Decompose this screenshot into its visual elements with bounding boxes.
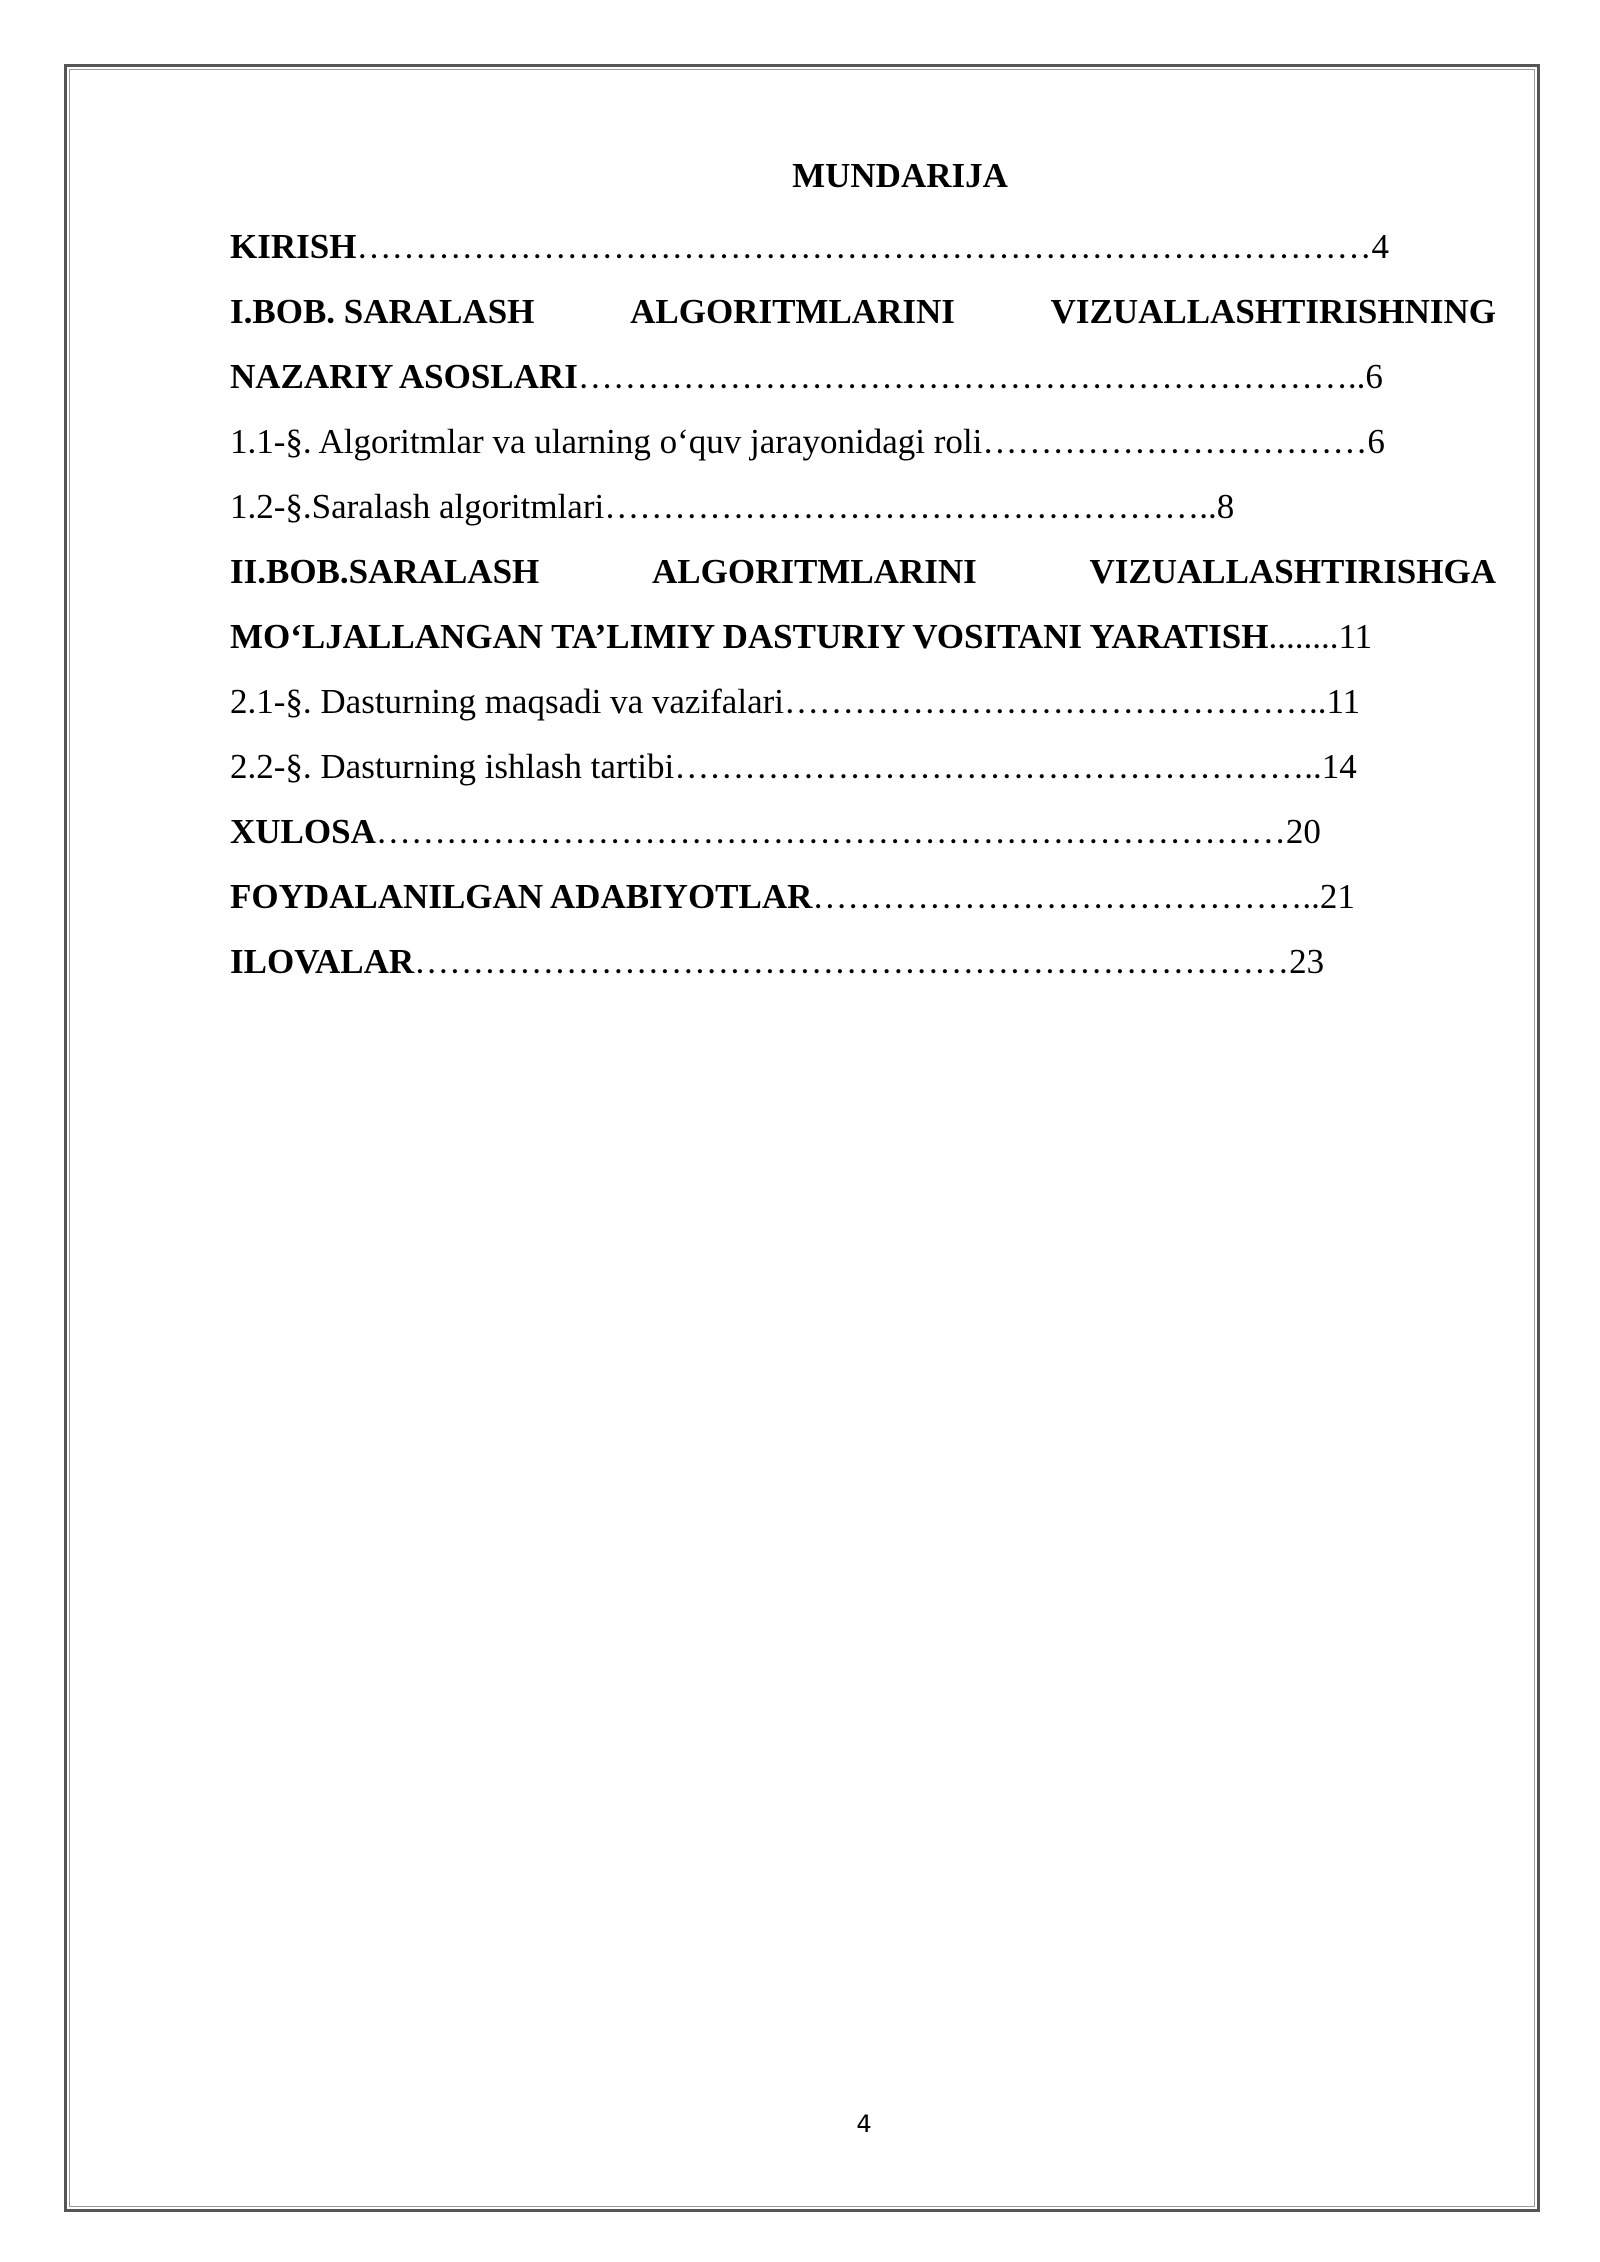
toc-entry-section-2-1[interactable] [230,669,1496,734]
toc-entry-adabiyotlar[interactable] [230,864,1496,929]
toc-heading-word: VIZUALLASHTIRISHGA [1089,552,1496,591]
toc-entry-label: 2.1-§. Dasturning maqsadi va vazifalari [230,682,784,721]
toc-entry-leader: ………………………………………………………………… [414,942,1290,981]
toc-entry-leader: …………………………………………………………………… [375,812,1286,851]
toc-entry-label: XULOSA [230,812,376,851]
toc-entry-section-2-2[interactable] [230,734,1496,799]
toc-entry-label: KIRISH [230,227,357,266]
table-of-contents [230,214,1496,994]
toc-entry-chapter-1[interactable] [230,344,1496,409]
toc-entry-page: 8 [1216,487,1235,526]
toc-entry-label: NAZARIY ASOSLARI [230,357,578,396]
toc-entry-label: 1.1-§. Algoritmlar va ularning o‘quv jarayonidagi roli [230,422,983,461]
toc-entry-leader: …………………………………….. [812,877,1320,916]
toc-entry-page: 11 [1338,617,1373,656]
toc-entry-ilovalar[interactable] [230,929,1496,994]
toc-entry-label: 2.2-§. Dasturning ishlash tartibi [230,747,675,786]
toc-entry-page: 11 [1326,682,1361,721]
toc-entry-leader: ........ [1268,617,1339,656]
toc-entry-page: 20 [1285,812,1321,851]
toc-entry-page: 14 [1321,747,1357,786]
toc-entry-label: ILOVALAR [230,942,415,981]
toc-entry-label: FOYDALANILGAN ADABIYOTLAR [230,877,813,916]
toc-entry-page: 23 [1289,942,1325,981]
toc-title [0,152,1600,200]
toc-title-text: MUNDARIJA [792,156,1008,195]
toc-entry-section-1-1[interactable] [230,409,1496,474]
toc-entry-page: 4 [1371,227,1389,266]
toc-entry-chapter-2[interactable] [230,604,1496,669]
toc-heading-word: I.BOB. SARALASH [230,292,535,331]
toc-entry-label: 1.2-§.Saralash algoritmlari [230,487,605,526]
toc-heading-word: ALGORITMLARINI [652,552,977,591]
toc-entry-leader: …………………………… [982,422,1368,461]
toc-entry-leader: ………………………………………………………….. [577,357,1366,396]
toc-heading-word: ALGORITMLARINI [630,292,955,331]
toc-entry-leader: ……………………………………………….. [674,747,1322,786]
toc-entry-page: 21 [1319,877,1355,916]
toc-heading-word: VIZUALLASHTIRISHNING [1050,292,1496,331]
toc-entry-page: 6 [1367,422,1385,461]
toc-entry-chapter-2-heading[interactable] [230,539,1496,604]
toc-entry-kirish[interactable] [230,214,1496,279]
toc-entry-leader: …………………………………………………………………………… [356,227,1372,266]
toc-entry-xulosa[interactable] [230,799,1496,864]
toc-entry-section-1-2[interactable] [230,474,1496,539]
toc-entry-label: MO‘LJALLANGAN TA’LIMIY DASTURIY VOSITANI YARATISH [230,617,1269,656]
toc-entry-chapter-1-heading[interactable] [230,279,1496,344]
toc-heading-word: II.BOB.SARALASH [230,552,540,591]
toc-entry-leader: ……………………………………….. [783,682,1327,721]
toc-entry-leader: …………………………………………….. [604,487,1217,526]
page-number: 4 [856,2110,872,2138]
toc-entry-page: 6 [1365,357,1383,396]
